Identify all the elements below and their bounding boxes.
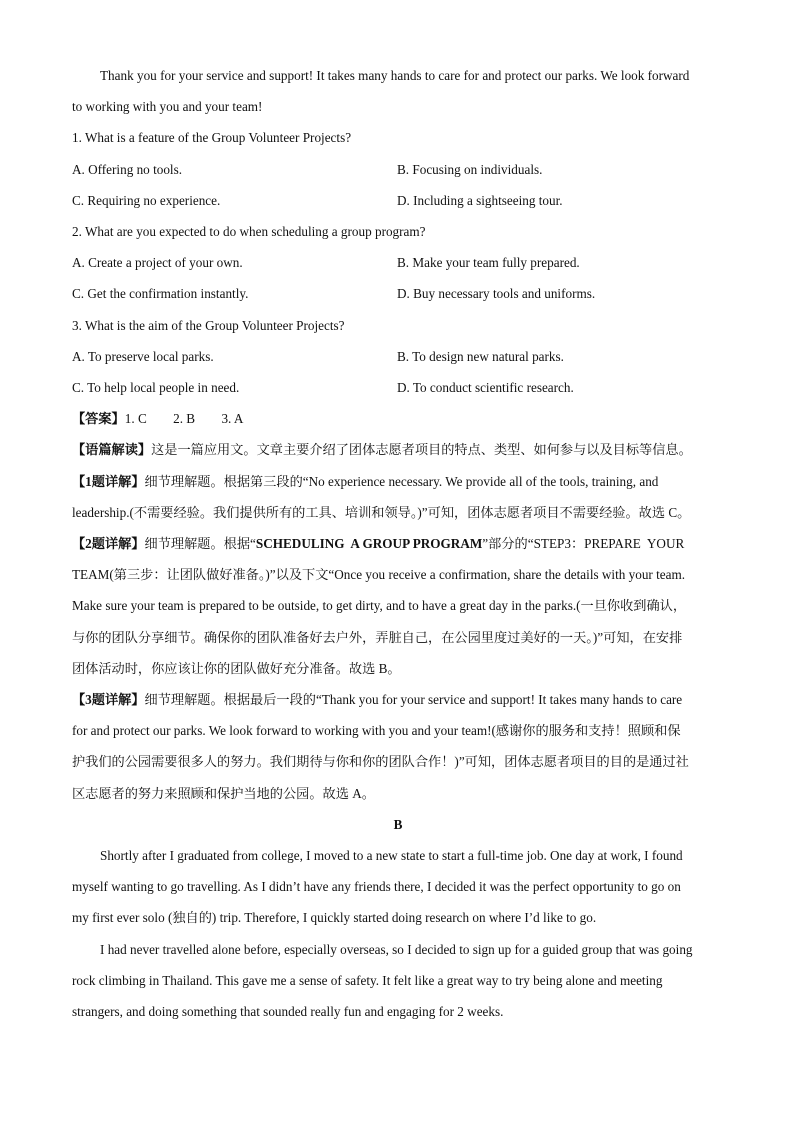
detail-3-line-2: for and protect our parks. We look forward to working with you and your team!(感谢你的服务和支持！照顾和保: [72, 723, 681, 739]
answer-label: 【答案】: [72, 411, 125, 427]
detail-3-line-4: 区志愿者的努力来照顾和保护当地的公园。故选 A。: [72, 785, 375, 801]
question-1-stem: 1. What is a feature of the Group Volunteer Projects?: [72, 130, 352, 146]
detail-1-line-2: leadership.(不需要经验。我们提供所有的工具、培训和领导。)”可知，团体志愿者项目不需要经验。故选 C。: [72, 504, 691, 520]
q3-option-b: B. To design new natural parks.: [397, 348, 564, 364]
question-1-options-row-1: [72, 154, 724, 185]
detail-3-label: 【3题详解】: [72, 692, 145, 708]
answer-line: [72, 403, 724, 434]
question-3-options-row-1: [72, 341, 724, 372]
q2-option-c: C. Get the confirmation instantly.: [72, 286, 249, 302]
detail-3-line-3: 护我们的公园需要很多人的努力。我们期待与你和你的团队合作！)”可知，团体志愿者项目的目的是通过社: [72, 754, 689, 770]
passage-b-p2-line-3: strangers, and doing something that sounded really fun and engaging for 2 weeks.: [72, 1004, 504, 1020]
question-3-stem: 3. What is the aim of the Group Volunteer Projects?: [72, 317, 345, 333]
question-2-stem: 2. What are you expected to do when scheduling a group program?: [72, 224, 426, 240]
question-1-options-row-2: [72, 185, 724, 216]
detail-2-section-name: SCHEDULING A GROUP PROGRAM: [255, 536, 483, 552]
q3-option-a: A. To preserve local parks.: [72, 348, 214, 364]
q1-option-a: A. Offering no tools.: [72, 161, 183, 177]
document-page: [72, 60, 724, 1027]
q3-option-c: C. To help local people in need.: [72, 380, 240, 396]
q1-option-b: B. Focusing on individuals.: [397, 161, 543, 177]
passage-b-p2-line-1: I had never travelled alone before, especially overseas, so I decided to sign up for a guided group that was going: [100, 941, 693, 957]
closing-line-1: Thank you for your service and support! It takes many hands to care for and protect our parks. We look forward: [100, 68, 690, 83]
passage-b-p1-line-3: my first ever solo (独自的) trip. Therefore, I quickly started doing research on where I’d like to go.: [72, 910, 597, 926]
closing-line-2: to working with you and your team!: [72, 99, 263, 115]
detail-2-line-3: Make sure your team is prepared to be outside, to get dirty, and to have a great day in the parks.(一旦你收到确认，: [72, 598, 687, 614]
question-3-options-row-2: [72, 372, 724, 403]
detail-2-text-1a: 细节理解题。根据“: [144, 536, 256, 552]
interpretation-label: 【语篇解读】: [72, 442, 152, 458]
detail-1-label: 【1题详解】: [72, 473, 145, 489]
detail-2-label: 【2题详解】: [72, 536, 145, 552]
detail-2-line-2: TEAM(第三步：让团队做好准备。)”以及下文“Once you receive a confirmation, share the details with your team.: [72, 567, 686, 583]
question-2-options-row-2: [72, 278, 724, 309]
question-2-options-row-1: [72, 247, 724, 278]
detail-1-line-1: [72, 466, 724, 497]
detail-3-text-1: 细节理解题。根据最后一段的“Thank you for your service and support! It takes many hands to care: [144, 692, 683, 708]
q2-option-a: A. Create a project of your own.: [72, 255, 243, 271]
passage-b-p1-line-1: Shortly after I graduated from college, I moved to a new state to start a full-time job. One day at work, I found: [100, 848, 683, 864]
q1-option-c: C. Requiring no experience.: [72, 192, 221, 208]
passage-b-p2-line-2: rock climbing in Thailand. This gave me a sense of safety. It felt like a great way to try being alone and meeting: [72, 972, 663, 988]
q1-option-d: D. Including a sightseeing tour.: [397, 192, 563, 208]
detail-2-line-1: [72, 528, 724, 559]
detail-3-line-1: [72, 684, 724, 715]
q3-option-d: D. To conduct scientific research.: [397, 380, 574, 396]
interpretation-line: [72, 434, 724, 465]
section-b-heading: B: [393, 816, 403, 832]
q2-option-d: D. Buy necessary tools and uniforms.: [397, 286, 596, 302]
detail-2-line-4: 与你的团队分享细节。确保你的团队准备好去户外，弄脏自己，在公园里度过美好的一天。)”可知，在安排: [72, 629, 683, 645]
detail-1-text-1: 细节理解题。根据第三段的“No experience necessary. We provide all of the tools, training, and: [144, 473, 659, 489]
interpretation-text: 这是一篇应用文。文章主要介绍了团体志愿者项目的特点、类型、如何参与以及目标等信息。: [151, 442, 692, 458]
detail-2-line-5: 团体活动时，你应该让你的团队做好充分准备。故选 B。: [72, 660, 401, 676]
detail-2-text-1b: ”部分的“STEP3：PREPARE YOUR: [482, 536, 685, 552]
passage-b-p1-line-2: myself wanting to go travelling. As I didn’t have any friends there, I decided it was the perfect opportunity to go on: [72, 879, 681, 895]
q2-option-b: B. Make your team fully prepared.: [397, 255, 580, 271]
answer-text: 1. C 2. B 3. A: [124, 411, 244, 427]
